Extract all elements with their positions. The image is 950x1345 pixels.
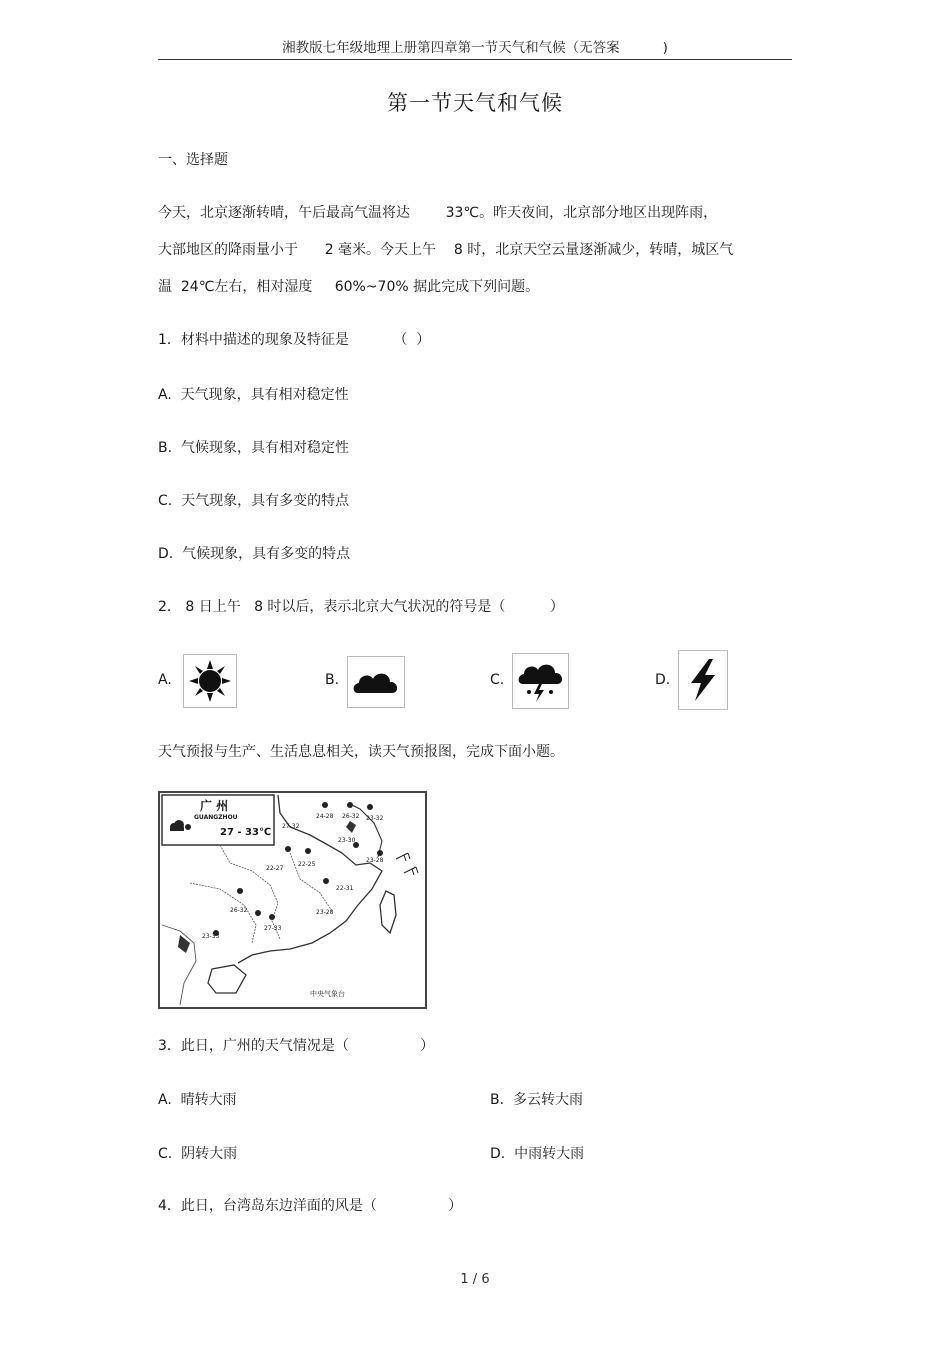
map-city-name: 广 州 — [200, 799, 229, 813]
question-3-option-c: C. 阴转大雨 — [158, 1146, 238, 1162]
question-2-label-b: B. — [325, 672, 340, 688]
map-reading: 24-28 — [316, 813, 334, 820]
question-3-option-a: A. 晴转大雨 — [158, 1092, 237, 1108]
question-2-label-c: C. — [490, 672, 505, 688]
thunderstorm-cloud-icon — [512, 653, 569, 709]
question-2-label-a: A. — [158, 672, 172, 688]
cloud-icon — [347, 656, 405, 708]
passage-line-2: 大部地区的降雨量小于 2 毫米。今天上午 8 时，北京天空云量逐渐减少，转晴，城区气 — [158, 242, 734, 258]
weather-forecast-map — [158, 791, 427, 1009]
map-reading: 26-32 — [230, 907, 248, 914]
reading-intro: 天气预报与生产、生活息息相关，读天气预报图，完成下面小题。 — [158, 744, 564, 760]
question-1-option-b: B. 气候现象，具有相对稳定性 — [158, 440, 349, 456]
map-reading: 26-32 — [342, 813, 360, 820]
question-2-stem: 2． 8 日上午 8 时以后，表示北京大气状况的符号是（ ） — [158, 599, 564, 615]
map-credit: 中央气象台 — [310, 990, 345, 998]
lightning-icon — [678, 650, 728, 710]
section-heading: 一、选择题 — [158, 152, 228, 168]
map-reading: 23-28 — [366, 857, 384, 864]
question-2-label-d: D. — [655, 672, 671, 688]
sun-icon — [183, 654, 237, 708]
passage-line-1: 今天，北京逐渐转晴，午后最高气温将达 33℃。昨天夜间，北京部分地区出现阵雨， — [158, 205, 718, 221]
map-reading: 27-32 — [282, 823, 300, 830]
question-1-option-c: C. 天气现象，具有多变的特点 — [158, 493, 350, 509]
map-reading: 23-32 — [366, 815, 384, 822]
map-reading: 22-25 — [298, 861, 316, 868]
map-city-english: GUANGZHOU — [194, 814, 238, 821]
map-reading: 23-33 — [202, 933, 220, 940]
question-1-stem: 1．材料中描述的现象及特征是 （ ） — [158, 332, 431, 348]
question-3-option-d: D. 中雨转大雨 — [490, 1146, 585, 1162]
question-3-option-b: B. 多云转大雨 — [490, 1092, 583, 1108]
question-3-stem: 3．此日，广州的天气情况是（ ） — [158, 1038, 435, 1054]
page-title: 第一节天气和气候 — [387, 91, 563, 115]
map-reading: 23-28 — [316, 909, 334, 916]
passage-line-3: 温 24℃左右，相对湿度 60%~70% 据此完成下列问题。 — [158, 279, 540, 295]
question-4-stem: 4．此日，台湾岛东边洋面的风是（ ） — [158, 1198, 463, 1214]
question-1-option-d: D. 气候现象，具有多变的特点 — [158, 546, 351, 562]
question-1-option-a: A. 天气现象，具有相对稳定性 — [158, 387, 349, 403]
running-header: 湘教版七年级地理上册第四章第一节天气和气候（无答案 ) — [282, 40, 668, 56]
map-reading: 23-30 — [338, 837, 356, 844]
map-reading: 27-33 — [264, 925, 282, 932]
header-rule — [158, 59, 792, 60]
page-number: 1 / 6 — [460, 1272, 490, 1287]
map-guangzhou-temp: 27 - 33℃ — [220, 827, 272, 838]
map-reading: 22-27 — [266, 865, 284, 872]
map-reading: 22-31 — [336, 885, 354, 892]
